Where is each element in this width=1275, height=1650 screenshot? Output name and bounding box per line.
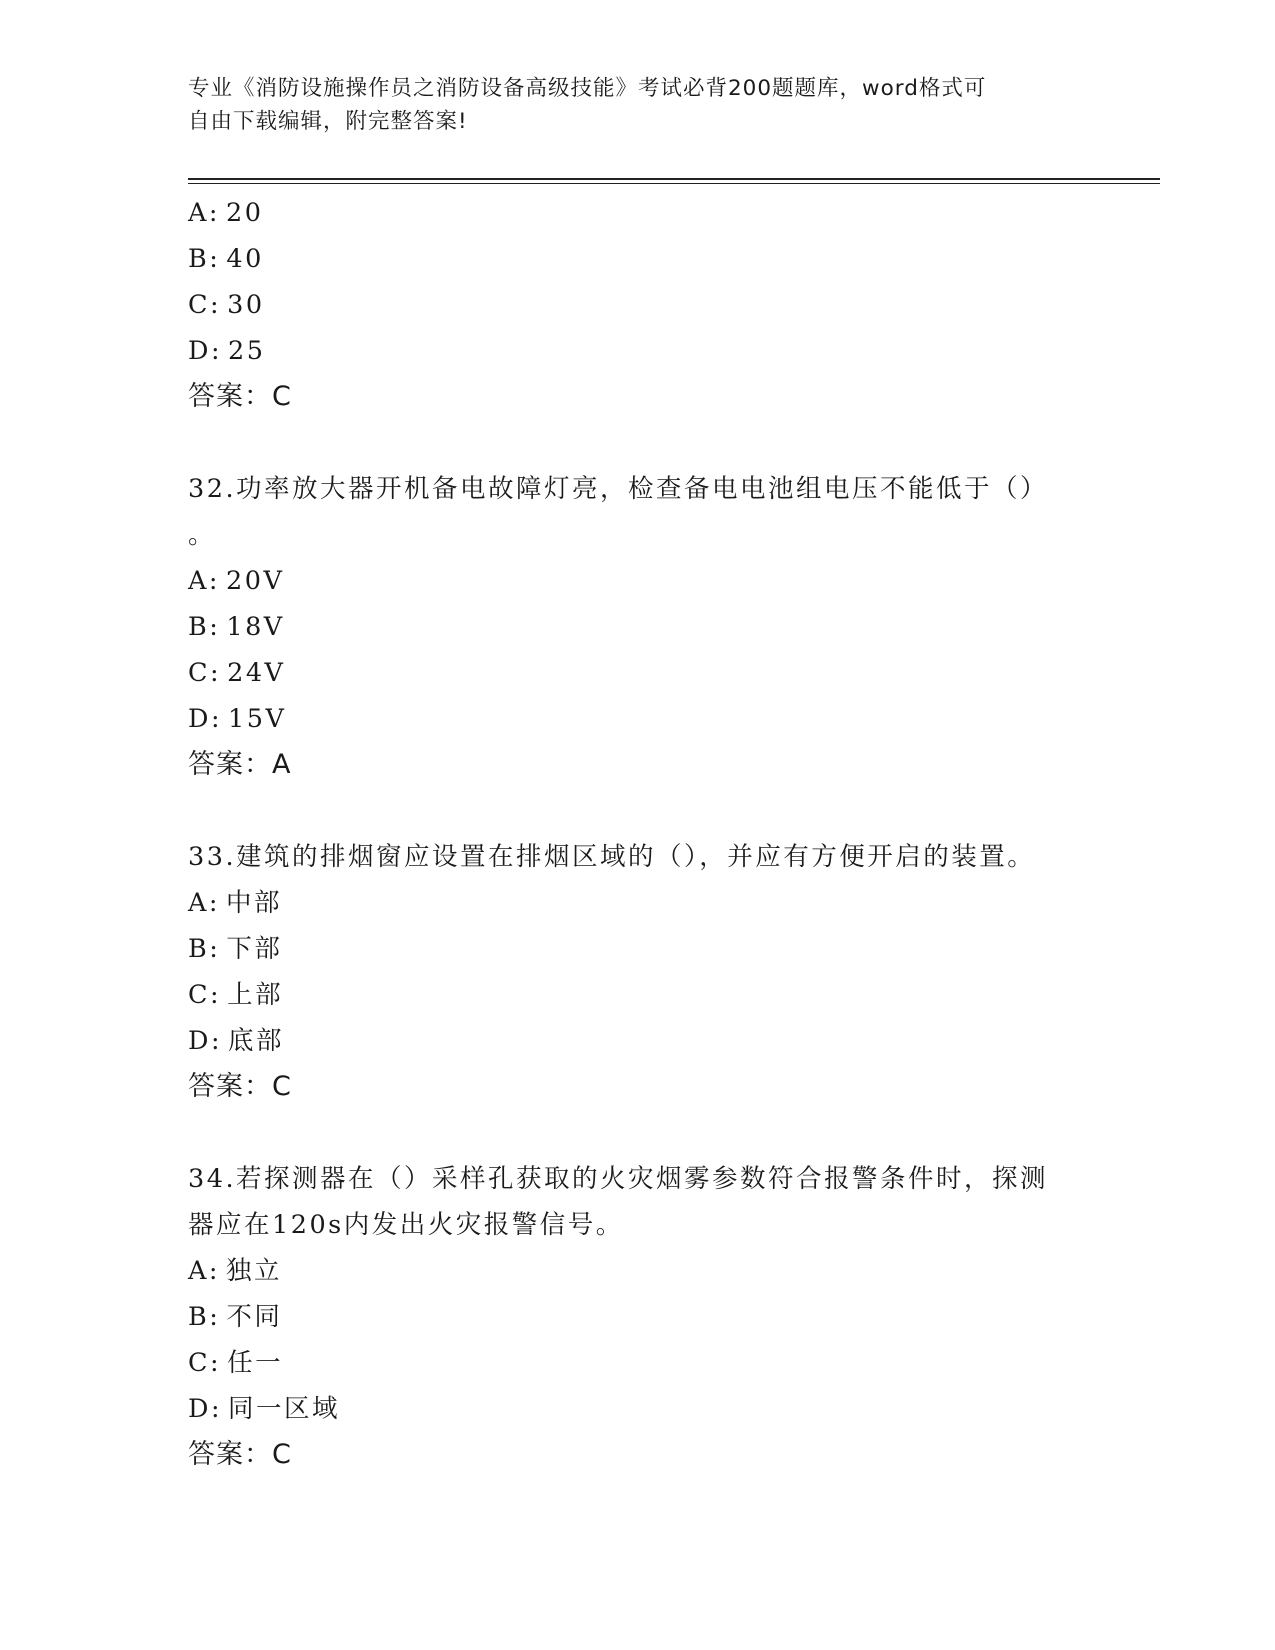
question-list (188, 190, 1088, 1478)
option-c: C: 上部 (188, 980, 284, 1010)
question-text (188, 834, 1088, 880)
option-c: C: 任一 (188, 1348, 284, 1378)
question-text-line: 33.建筑的排烟窗应设置在排烟区域的（），并应有方便开启的装置。 (188, 842, 1036, 872)
question-text (188, 466, 1088, 558)
document-header (188, 72, 1088, 138)
question-block-34 (188, 1156, 1088, 1478)
option-d: D: 底部 (188, 1026, 285, 1056)
header-title-line-2: 自由下载编辑，附完整答案! (188, 109, 468, 134)
option-b: B: 下部 (188, 934, 283, 964)
answer-label: 答案：C (188, 1439, 292, 1470)
option-b: B: 40 (188, 244, 264, 274)
question-block-prev (188, 190, 1088, 420)
answer-label: 答案：C (188, 1071, 292, 1102)
question-text-line: 器应在120s内发出火灾报警信号。 (188, 1210, 624, 1240)
option-a: A: 中部 (188, 888, 283, 918)
answer-label: 答案：C (188, 381, 292, 412)
question-text-line: 32.功率放大器开机备电故障灯亮，检查备电电池组电压不能低于（） (188, 474, 1049, 504)
option-d: D: 15V (188, 704, 287, 734)
answer-label: 答案：A (188, 749, 292, 780)
question-block-32 (188, 466, 1088, 788)
question-text-line: 34.若探测器在（）采样孔获取的火灾烟雾参数符合报警条件时，探测 (188, 1164, 1049, 1194)
option-a: A: 20V (188, 566, 285, 596)
question-text-line: 。 (188, 520, 217, 550)
option-b: B: 18V (188, 612, 285, 642)
option-a: A: 20 (188, 198, 264, 228)
question-block-33 (188, 834, 1088, 1110)
option-d: D: 同一区域 (188, 1394, 341, 1424)
header-divider-thin (188, 183, 1160, 184)
header-divider-thick (188, 178, 1160, 180)
option-c: C: 24V (188, 658, 286, 688)
option-d: D: 25 (188, 336, 266, 366)
option-a: A: 独立 (188, 1256, 283, 1286)
option-c: C: 30 (188, 290, 265, 320)
question-text (188, 1156, 1088, 1248)
option-b: B: 不同 (188, 1302, 283, 1332)
header-title-line-1: 专业《消防设施操作员之消防设备高级技能》考试必背200题题库，word格式可 (188, 76, 987, 101)
